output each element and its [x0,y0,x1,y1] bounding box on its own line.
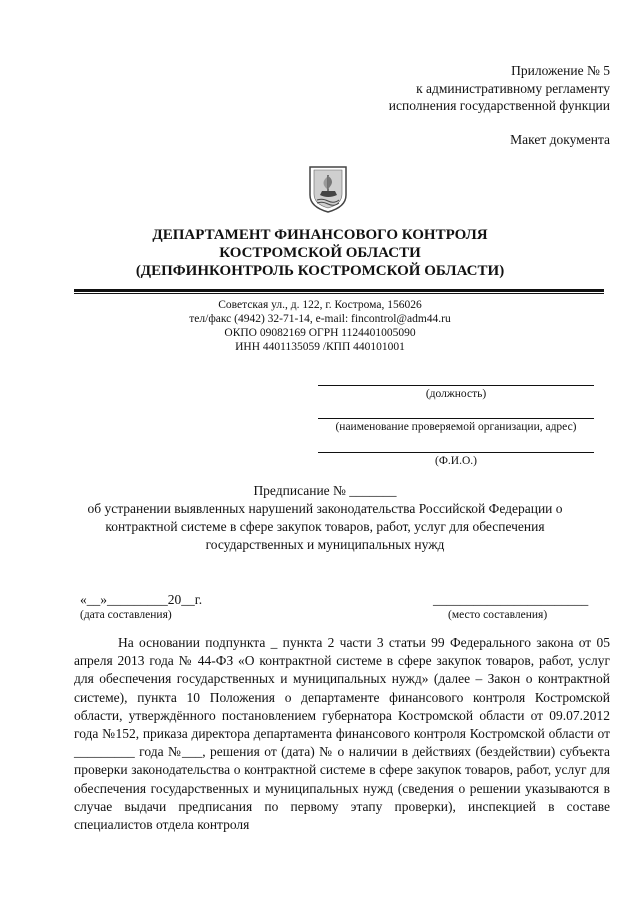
organization-caption: (наименование проверяемой организации, адрес) [335,421,577,433]
order-body-text: На основании подпункта _ пункта 2 части 3 статьи 99 Федерального закона от 05 апреля 2013 года № 44-ФЗ «О контрактной системе в сфере закупок товаров, работ, услуг для обеспечения государственных и муниципальных нужд» (далее – Закон о контрактной системе), пункта 10 Положения о департаменте финансового контроля Костромской области, утверждённого постановлением губернатора Костромской области от 09.07.2012 года №152, приказа директора департамента финансового контроля Костромской области от _________ года №___, решения от (дата) № о наличии в действиях (бездействии) субъекта проверки законодательства о контрактной системе в сфере закупок товаров, работ, услуг для обеспечения государственных и муниципальных нужд (сведения о решении указываются в случае выдачи предписания по первому этапу проверки), инспекцией в составе специалистов отдела контроля [74,635,610,833]
position-caption: (должность) [425,388,487,400]
header-divider-thin [74,293,604,294]
name-field-line [318,452,594,453]
header-divider-thick [74,289,604,292]
appendix-number: Приложение № 5 [511,63,610,78]
department-name-line1: ДЕПАРТАМЕНТ ФИНАНСОВОГО КОНТРОЛЯ [152,227,488,243]
date-field: «__»_________20__г. [80,592,203,607]
position-field-line [318,385,594,386]
appendix-regulation: к административному регламенту [416,81,610,96]
order-subject-line1: об устранении выявленных нарушений законодательства Российской Федерации о [87,501,563,516]
order-subject-line3: государственных и муниципальных нужд [205,537,445,552]
order-heading: Предписание № _______ [253,483,397,498]
place-caption: (место составления) [448,609,548,621]
order-subject-line2: контрактной системе в сфере закупок товаров, работ, услуг для обеспечения [105,519,545,534]
place-field: _______________________ [433,592,589,607]
name-caption: (Ф.И.О.) [435,455,477,467]
order-body-paragraph [74,634,610,834]
contact-phone-email: тел/факс (4942) 32-71-14, e-mail: fincontrol@adm44.ru [189,313,451,325]
coat-of-arms-icon [306,165,350,213]
organization-field-line [318,418,594,419]
department-name-line2: КОСТРОМСКОЙ ОБЛАСТИ [219,245,421,261]
department-short-name: (ДЕПФИНКОНТРОЛЬ КОСТРОМСКОЙ ОБЛАСТИ) [135,263,505,279]
date-caption: (дата составления) [80,609,172,621]
contact-address: Советская ул., д. 122, г. Кострома, 156026 [218,299,422,311]
mockup-label: Макет документа [510,132,610,147]
contact-inn-kpp: ИНН 4401135059 /КПП 440101001 [235,341,405,353]
appendix-function: исполнения государственной функции [388,98,610,113]
contact-okpo-ogrn: ОКПО 09082169 ОГРН 1124401005090 [224,327,416,339]
